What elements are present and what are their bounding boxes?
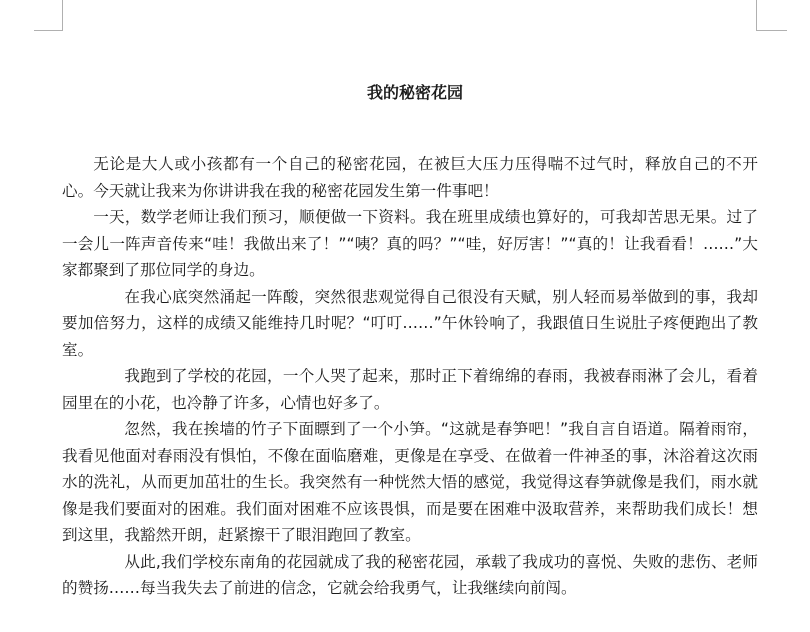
- document-title: 我的秘密花园: [366, 83, 463, 102]
- crop-mark-top-right: [756, 0, 787, 31]
- crop-mark-top-left: [34, 0, 63, 31]
- document-body: [62, 151, 758, 602]
- paragraph: 一天，数学老师让我们预习，顺便做一下资料。我在班里成绩也算好的，可我却苦思无果。过了一会儿一阵声音传来“哇！我做出来了！”“咦？真的吗？”“哇，好厉害！”“真的！让我看看！……”大家都聚到了那位同学的身边。: [62, 208, 758, 279]
- paragraph: 从此,我们学校东南角的花园就成了我的秘密花园，承载了我成功的喜悦、失败的悲伤、老师的赞扬……每当我失去了前进的信念，它就会给我勇气，让我继续向前闯。: [62, 552, 758, 597]
- paragraph: 我跑到了学校的花园，一个人哭了起来，那时正下着绵绵的春雨，我被春雨淋了会儿，看着园里在的小花，也冷静了许多，心情也好多了。: [62, 367, 758, 412]
- paragraph: 无论是大人或小孩都有一个自己的秘密花园，在被巨大压力压得喘不过气时，释放自己的不开心。今天就让我来为你讲讲我在我的秘密花园发生第一件事吧！: [62, 155, 758, 200]
- paragraph: 忽然，我在挨墙的竹子下面瞟到了一个小笋。“这就是春笋吧！”我自言自语道。隔着雨帘，我看见他面对春雨没有惧怕，不像在面临磨难，更像是在享受、在做着一件神圣的事，沐浴着这次雨水的洗礼，从而更加茁壮的生长。我突然有一种恍然大悟的感觉，我觉得这春笋就像是我们，雨水就像是我们要面对的困难。我们面对困难不应该畏惧，而是要在困难中汲取营养，来帮助我们成长！想到这里，我豁然开朗，赶紧擦干了眼泪跑回了教室。: [62, 420, 758, 544]
- paragraph: 在我心底突然涌起一阵酸，突然很悲观觉得自己很没有天赋，别人轻而易举做到的事，我却要加倍努力，这样的成绩又能维持几时呢？“叮叮……”午休铃响了，我跟值日生说肚子疼便跑出了教室。: [62, 287, 758, 359]
